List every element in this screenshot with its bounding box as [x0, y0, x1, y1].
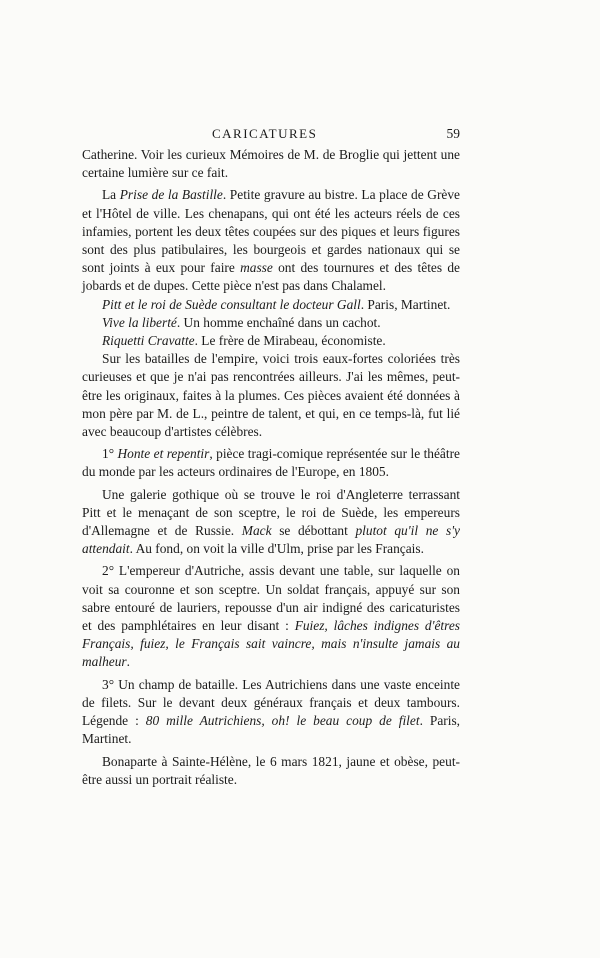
- paragraph-3: [82, 296, 460, 314]
- text-run: La: [102, 187, 120, 203]
- text-run: 3° Un champ de bataille. Les Autrichiens dans une vaste enceinte de filets. Sur le devant deux généraux français et deux tambours. Légende :: [82, 676, 460, 729]
- paragraph-10: [82, 676, 460, 749]
- paragraph-5: [82, 332, 460, 350]
- italic-text: Honte et repentir: [117, 446, 210, 462]
- paragraph-1: [82, 146, 460, 182]
- body-text: [82, 146, 460, 789]
- text-run: . Petite gravure au bistre. La place de Grève et l'Hôtel de ville. Les chenapans, qui ont été les acteurs réels de ces infamies, portent les deux têtes coupées sur des piques et leurs figures sont des plus patibulaires, les bourgeois et gardes nationaux qui se sont joints à eux pour faire: [82, 187, 460, 276]
- text-run: , pièce tragi-comique représentée sur le théâtre du monde par les acteurs ordinaires de l'Europe, en 1805.: [82, 446, 460, 480]
- text-run: . Paris, Martinet.: [82, 713, 461, 747]
- text-run: . Au fond, on voit la ville d'Ulm, prise par les Français.: [129, 541, 424, 557]
- paragraph-9: [82, 562, 460, 671]
- text-run: 1°: [102, 446, 118, 462]
- running-title: CARICATURES: [212, 126, 318, 141]
- text-run: ont des tournures et des têtes de jobards et de dupes. Cette pièce n'est pas dans Chalamel.: [82, 260, 460, 294]
- italic-text: masse: [240, 260, 273, 276]
- italic-text: 80 mille Autrichiens, oh! le beau coup de filet: [145, 713, 420, 729]
- paragraph-7: [82, 445, 460, 481]
- text-run: Une galerie gothique où se trouve le roi d'Angleterre terrassant Pitt et le menaçant de son sceptre, le roi de Suède, les empereurs d'Allemagne et de Russie.: [82, 486, 460, 539]
- paragraph-11: [82, 753, 460, 789]
- text-run: se débottant: [271, 523, 356, 539]
- page-number: 59: [446, 126, 460, 141]
- paragraph-6: [82, 350, 460, 441]
- text-run: . Un homme enchaîné dans un cachot.: [176, 314, 381, 330]
- text-run: Bonaparte à Sainte-Hélène, le 6 mars 1821, jaune et obèse, peut-être aussi un portrait réaliste.: [82, 753, 460, 787]
- text-run: . Paris, Martinet.: [360, 296, 451, 312]
- running-header: [82, 126, 460, 146]
- italic-text: Pitt et le roi de Suède consultant le docteur Gall: [102, 296, 361, 312]
- italic-text: Prise de la Bastille: [119, 187, 223, 203]
- italic-text: Riquetti Cravatte: [102, 333, 195, 349]
- text-run: . Le frère de Mirabeau, économiste.: [194, 333, 386, 349]
- italic-text: Fuiez, lâches indignes d'êtres Français, fuiez, le Français sait vaincre, mais n'insulte jamais au malheur: [82, 618, 460, 670]
- text-run: Sur les batailles de l'empire, voici trois eaux-fortes coloriées très curieuses et que je n'ai pas rencontrées ailleurs. J'ai les mêmes, peut-être les originaux, faites à la plumes. Ces pièces avaient été données à mon père par M. de L., peintre de talent, et qui, en ce temps-là, fut lié avec beaucoup d'artistes célèbres.: [82, 351, 460, 440]
- text-run: 2° L'empereur d'Autriche, assis devant une table, sur laquelle on voit sa couronne et son sceptre. Un soldat français, appuyé sur son sabre entouré de lauriers, repousse d'un air indigné des caricaturistes et des pamphlétaires en leur disant :: [82, 563, 460, 634]
- paragraph-4: [82, 314, 460, 332]
- paragraph-2: [82, 186, 460, 295]
- paragraph-8: [82, 486, 460, 559]
- italic-text: Mack: [241, 523, 272, 539]
- text-run: Catherine. Voir les curieux Mémoires de M. de Broglie qui jettent une certaine lumière sur ce fait.: [82, 147, 460, 181]
- italic-text: plutot qu'il ne s'y attendait: [82, 523, 460, 557]
- text-run: .: [126, 654, 130, 670]
- italic-text: Vive la liberté: [102, 314, 177, 330]
